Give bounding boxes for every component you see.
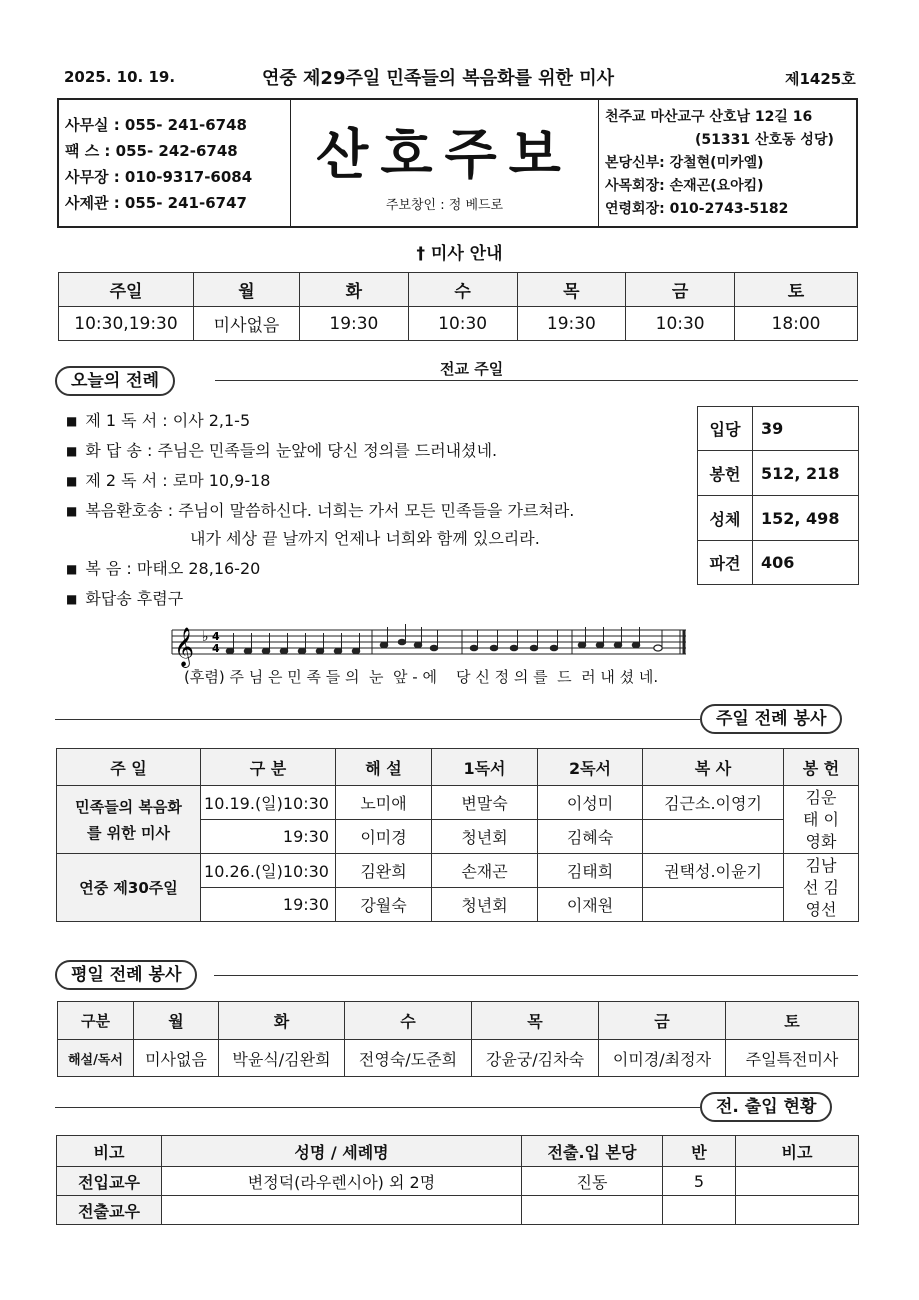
offering: 김남선 김영선 (784, 854, 859, 922)
col-name: 성명 / 세례명 (162, 1136, 522, 1167)
col-note: 비고 (57, 1136, 162, 1167)
day-wed: 수 (408, 273, 517, 307)
transfer-header-row (57, 1136, 859, 1167)
time-tue: 19:30 (300, 307, 409, 341)
pastor: 본당신부: 강철현(미카엘) (605, 155, 764, 171)
day-fri: 금 (626, 273, 735, 307)
treble-clef-icon: 𝄞 (174, 627, 195, 667)
table-row (57, 1196, 859, 1225)
svg-text:4: 4 (212, 630, 220, 643)
mass-schedule-table (58, 272, 858, 341)
hymn-table (697, 406, 859, 585)
hymn-row (698, 541, 859, 585)
bullet-square-icon: ■ (66, 414, 78, 428)
hymn-row (698, 451, 859, 496)
transfer-parish (522, 1196, 663, 1225)
server (643, 820, 784, 854)
time-sun: 10:30,19:30 (59, 307, 194, 341)
contact-secretary: 사무장 : 010-9317-6084 (65, 168, 253, 186)
col-offering: 봉 헌 (784, 749, 859, 786)
weekday-service-table (57, 1001, 859, 1077)
reader1: 손재곤 (432, 854, 538, 888)
group-name: 연중 제30주일 (57, 854, 201, 922)
col-mon: 월 (134, 1002, 219, 1040)
hymn-value: 406 (753, 541, 859, 585)
commentator: 노미애 (336, 786, 432, 820)
refrain-lyrics: (후렴) 주 님 은 민 족 들 의 눈 앞 - 에 당 신 정 의 를 드 러 내 셨 네. (184, 668, 659, 686)
col-tue: 화 (219, 1002, 345, 1040)
hymn-value: 152, 498 (753, 496, 859, 541)
group-name: 민족들의 복음화를 위한 미사 (57, 786, 201, 854)
col-server: 복 사 (643, 749, 784, 786)
day-thu: 목 (517, 273, 626, 307)
service-time: 10.26.(일)10:30 (201, 854, 336, 888)
transfer-parish: 진동 (522, 1167, 663, 1196)
sunday-service-table (56, 748, 859, 922)
weekday-mon: 미사없음 (134, 1040, 219, 1077)
col-division: 구 분 (201, 749, 336, 786)
transfer-ban (663, 1196, 736, 1225)
reader1: 변말숙 (432, 786, 538, 820)
contact-office: 사무실 : 055- 241-6748 (65, 116, 247, 134)
col-parish: 전출.입 본당 (522, 1136, 663, 1167)
refrain-music-staff (168, 618, 690, 668)
address-line1: 천주교 마산교구 산호남 12길 16 (605, 109, 813, 125)
hymn-row (698, 496, 859, 541)
liturgy-rule (215, 380, 858, 381)
transfer-note (736, 1167, 859, 1196)
svg-text:4: 4 (212, 642, 220, 655)
commentator: 김완희 (336, 854, 432, 888)
svg-text:♭: ♭ (202, 629, 209, 645)
reading-acclamation: ■ 복음환호송 : 주님이 말씀하신다. 너희는 가서 모든 민족들을 가르쳐라. (66, 501, 575, 520)
transfer-note (736, 1196, 859, 1225)
transfer-rule (55, 1107, 700, 1108)
weekday-tue: 박윤식/김완희 (219, 1040, 345, 1077)
table-row (58, 1040, 859, 1077)
issue-number: 제1425호 (785, 70, 856, 88)
mass-guide-title: † 미사 안내 (416, 244, 503, 264)
liturgy-day-title: 전교 주일 (440, 360, 504, 378)
service-time: 19:30 (201, 888, 336, 922)
transfer-type: 전입교우 (57, 1167, 162, 1196)
server (643, 888, 784, 922)
server: 권택성.이윤기 (643, 854, 784, 888)
reader1: 청년회 (432, 888, 538, 922)
table-row (57, 854, 859, 888)
parish-panel (605, 106, 855, 221)
weekday-fri: 이미경/최정자 (599, 1040, 726, 1077)
bullet-square-icon: ■ (66, 562, 78, 576)
sunday-service-label: 주일 전례 봉사 (700, 704, 842, 734)
transfer-name: 변정덕(라우렌시아) 외 2명 (162, 1167, 522, 1196)
commentator: 이미경 (336, 820, 432, 854)
time-fri: 10:30 (626, 307, 735, 341)
hymn-label: 파견 (698, 541, 753, 585)
contact-fax: 팩 스 : 055- 242-6748 (65, 142, 238, 160)
reading-second: ■ 제 2 독 서 : 로마 10,9-18 (66, 471, 271, 490)
col-division: 구분 (58, 1002, 134, 1040)
masthead (57, 98, 858, 228)
transfer-ban: 5 (663, 1167, 736, 1196)
founder: 주보창인 : 정 베드로 (385, 198, 504, 213)
table-row (57, 1167, 859, 1196)
bulletin-title: 산호주보 (316, 123, 573, 186)
table-row (57, 786, 859, 820)
weekday-sat: 주일특전미사 (726, 1040, 859, 1077)
time-sat: 18:00 (735, 307, 858, 341)
transfer-section-label: 전. 출입 현황 (700, 1092, 832, 1122)
bullet-square-icon: ■ (66, 504, 78, 518)
time-wed: 10:30 (408, 307, 517, 341)
row-label: 해설/독서 (58, 1040, 134, 1077)
sunday-service-rule (55, 719, 700, 720)
hymn-label: 봉헌 (698, 451, 753, 496)
mass-title: 연중 제29주일 민족들의 복음화를 위한 미사 (262, 68, 614, 89)
col-note2: 비고 (736, 1136, 859, 1167)
bulletin-date: 2025. 10. 19. (64, 68, 176, 86)
service-time: 19:30 (201, 820, 336, 854)
transfer-table (56, 1135, 859, 1225)
service-time: 10.19.(일)10:30 (201, 786, 336, 820)
refrain-label: ■ 화답송 후렴구 (66, 589, 184, 608)
reading-first: ■ 제 1 독 서 : 이사 2,1-5 (66, 411, 251, 430)
address-line2: (51331 산호동 성당) (695, 132, 834, 148)
col-thu: 목 (472, 1002, 599, 1040)
hymn-label: 입당 (698, 407, 753, 451)
commentator: 강월숙 (336, 888, 432, 922)
liturgy-section-label: 오늘의 전례 (55, 366, 175, 396)
reader2: 이성미 (538, 786, 643, 820)
transfer-name (162, 1196, 522, 1225)
day-sat: 토 (735, 273, 858, 307)
day-sun: 주일 (59, 273, 194, 307)
reader2: 김태희 (538, 854, 643, 888)
col-sunday: 주 일 (57, 749, 201, 786)
hymn-row (698, 407, 859, 451)
contacts-panel (59, 100, 291, 226)
sunday-header-row (57, 749, 859, 786)
council-chair: 사목회장: 손재곤(요아킴) (605, 178, 764, 194)
reading-acclamation-cont: 내가 세상 끝 날까지 언제나 너희와 함께 있으리라. (190, 529, 540, 548)
weekday-service-rule (214, 975, 858, 976)
reader2: 김혜숙 (538, 820, 643, 854)
weekday-thu: 강윤궁/김차숙 (472, 1040, 599, 1077)
weekday-wed: 전영숙/도준희 (345, 1040, 472, 1077)
col-ban: 반 (663, 1136, 736, 1167)
offering: 김운태 이영화 (784, 786, 859, 854)
reading-psalm: ■ 화 답 송 : 주님은 민족들의 눈앞에 당신 정의를 드러내셨네. (66, 441, 498, 460)
bullet-square-icon: ■ (66, 444, 78, 458)
title-panel (291, 100, 599, 226)
schedule-times-row (59, 307, 858, 341)
schedule-days-row (59, 273, 858, 307)
reader1: 청년회 (432, 820, 538, 854)
reading-gospel: ■ 복 음 : 마태오 28,16-20 (66, 559, 261, 578)
weekday-header-row (58, 1002, 859, 1040)
bullet-square-icon: ■ (66, 592, 78, 606)
col-reader1: 1독서 (432, 749, 538, 786)
day-tue: 화 (300, 273, 409, 307)
hymn-label: 성체 (698, 496, 753, 541)
time-thu: 19:30 (517, 307, 626, 341)
col-sat: 토 (726, 1002, 859, 1040)
youth-chair: 연령회장: 010-2743-5182 (605, 201, 789, 217)
col-reader2: 2독서 (538, 749, 643, 786)
hymn-value: 39 (753, 407, 859, 451)
day-mon: 월 (194, 273, 300, 307)
col-wed: 수 (345, 1002, 472, 1040)
server: 김근소.이영기 (643, 786, 784, 820)
reader2: 이재원 (538, 888, 643, 922)
col-fri: 금 (599, 1002, 726, 1040)
transfer-type: 전출교우 (57, 1196, 162, 1225)
contact-rectory: 사제관 : 055- 241-6747 (65, 194, 247, 212)
bullet-square-icon: ■ (66, 474, 78, 488)
time-mon: 미사없음 (194, 307, 300, 341)
weekday-service-label: 평일 전례 봉사 (55, 960, 197, 990)
col-commentator: 해 설 (336, 749, 432, 786)
hymn-value: 512, 218 (753, 451, 859, 496)
